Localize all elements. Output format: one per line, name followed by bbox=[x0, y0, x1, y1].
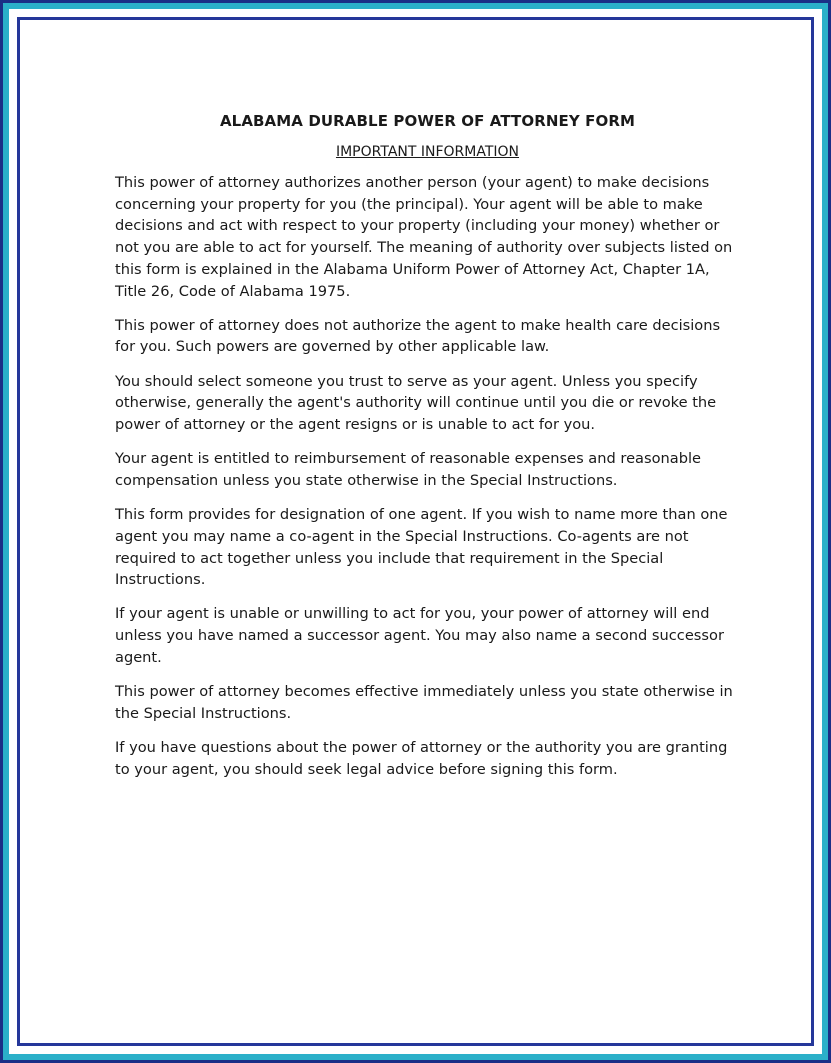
document-subtitle: IMPORTANT INFORMATION bbox=[335, 144, 520, 160]
paragraph-select-agent: You should select someone you trust to serve as your agent. Unless you specify otherwise, generally the agent's authority will continue until you die or revoke the power of attorney or the agent resigns or is unable to act for you. bbox=[115, 372, 717, 434]
document-title: ALABAMA DURABLE POWER OF ATTORNEY FORM bbox=[219, 112, 636, 130]
paragraph-reimbursement: Your agent is entitled to reimbursement of reasonable expenses and reasonable compensation unless you state otherwise in the Special Instructions. bbox=[115, 450, 702, 489]
paragraph-successor-agent: If your agent is unable or unwilling to act for you, your power of attorney will end unless you have named a successor agent. You may also name a second successor agent. bbox=[115, 605, 724, 666]
document-content bbox=[115, 112, 740, 793]
paragraph-health-care: This power of attorney does not authorize the agent to make health care decisions for you. Such powers are governed by other applicable law. bbox=[115, 316, 721, 356]
paragraph-effective: This power of attorney becomes effective immediately unless you state otherwise in the Special Instructions. bbox=[115, 683, 733, 722]
paragraph-legal-advice: If you have questions about the power of attorney or the authority you are granting to your agent, you should seek legal advice before signing this form. bbox=[115, 738, 728, 778]
document-page bbox=[17, 17, 814, 1046]
paragraph-authorization: This power of attorney authorizes another person (your agent) to make decisions concerning your property for you (the principal). Your agent will be able to make decisions and act with respect to your property (including your money) whether or not you are able to act for yourself. The meaning of authority over subjects listed on this form is explained in the Alabama Uniform Power of Attorney Act, Chapter 1A, Title 26, Code of Alabama 1975. bbox=[115, 174, 733, 300]
paragraph-co-agent: This form provides for designation of one agent. If you wish to name more than one agent you may name a co-agent in the Special Instructions. Co-agents are not required to act together unless you include that requirement in the Special Instructions. bbox=[115, 506, 728, 589]
